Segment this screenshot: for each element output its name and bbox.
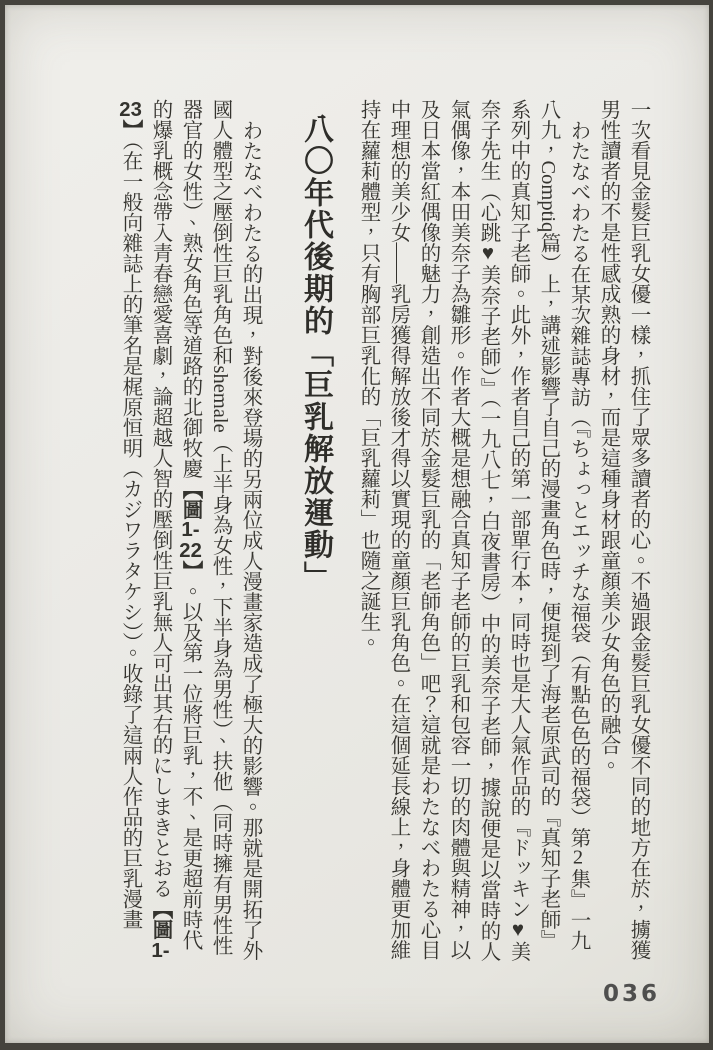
paragraph-watanabe-interview — [353, 99, 593, 963]
text-run: 22 — [179, 539, 202, 561]
text-run: 2 — [572, 847, 584, 868]
text-run: 1- — [181, 519, 200, 540]
text-run: 1- — [151, 939, 170, 960]
vertical-text-flow — [115, 99, 653, 963]
text-run: わたなべわたる的出現，對後來登場的另兩位成人漫畫家造成了極大的影響。那就是開拓了外國人體型之壓倒性巨乳角色和shemale（上半身為女性，下半身為男性）、扶他（同時擁有男性性器官的女性）、熟女角色等道路的北御牧慶 — [179, 99, 261, 960]
page-number: 036 — [602, 981, 660, 1007]
paragraph-continuation — [593, 99, 653, 963]
text-run: 】 — [119, 119, 142, 140]
text-run: 23 — [119, 99, 142, 120]
section-heading: 八〇年代後期的「巨乳解放運動」 — [299, 113, 332, 593]
book-page — [5, 5, 709, 1043]
paragraph-influence — [115, 99, 265, 963]
text-run: 【圖 — [149, 898, 172, 940]
text-run: 【圖 — [179, 478, 202, 520]
text-run: 集』一九八九，Comptiq篇）上，講述影響了自己的漫畫角色時，便提到了海老原武司的『真知子老師』系列中的真知子老師。此外，作者自己的第一部單行本，同時也是大人氣作品的『ドッキン♥美奈子先生（心跳♥美奈子老師）』（一九八七，白夜書房）中的美奈子老師，據說便是以當時的人氣偶像，本田美奈子為雛形。作者大概是想融合真知子老師的巨乳和包容一切的肉體與精神，以及日本當紅偶像的魅力，創造出不同於金髮巨乳的「老師角色」吧？這就是わたなべわたる心目中理想的美少女——乳房獲得解放後才得以實現的童顏巨乳角色。在這個延長線上，身體更加維持在蘿莉體型，只有胸部巨乳化的「巨乳蘿莉」也隨之誕生。 — [357, 99, 589, 962]
text-run: わたなべわたる在某次雜誌專訪（『ちょっとエッチな福袋（有點色色的福袋）第 — [567, 119, 589, 848]
text-run: 一次看見金髮巨乳女優一樣，抓住了眾多讀者的心。不過跟金髮巨乳女優不同的地方在於，擄獲男性讀者的不是性感成熟的身材，而是這種身材跟童顏美少女角色的融合。 — [597, 99, 649, 960]
text-run: 】 — [179, 560, 202, 581]
text-run: 。以及第一位將巨乳，不、是更超前時代的爆乳概念帶入青春戀愛喜劇，論超越人智的壓倒性巨乳無人可出其右的にしまきとおる — [149, 99, 201, 950]
text-run: （在一般向雜誌上的筆名是梶原恒明（カジワラタケシ））。收錄了這兩人作品的巨乳漫畫 — [119, 140, 141, 930]
